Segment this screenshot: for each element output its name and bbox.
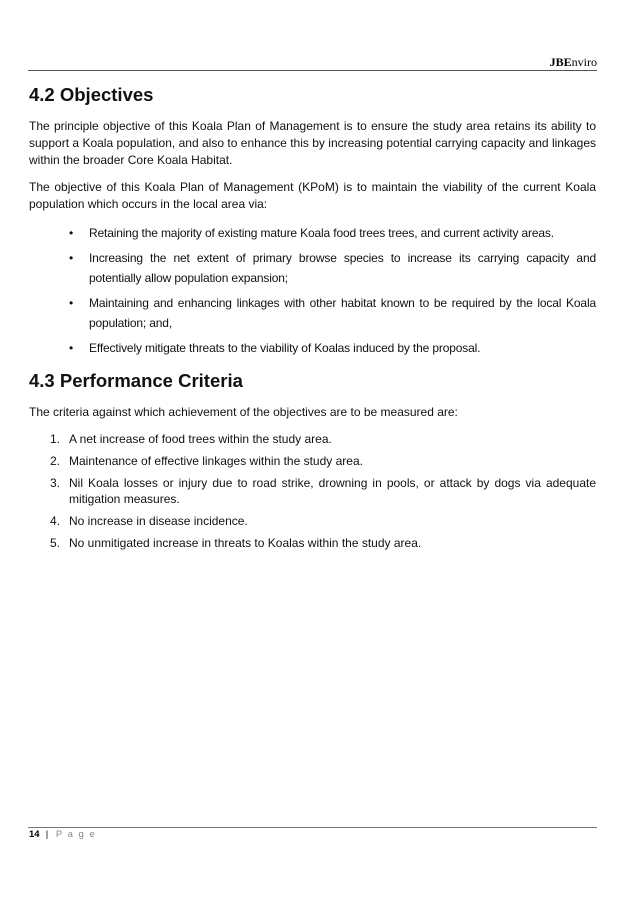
criteria-number: 5. — [50, 536, 61, 550]
bullet-text: Effectively mitigate threats to the viability of Koalas induced by the proposal. — [89, 341, 481, 355]
page-content — [29, 84, 596, 557]
header-brand-logo — [550, 55, 597, 70]
criteria-text: A net increase of food trees within the study area. — [69, 432, 332, 446]
bullet-text: Maintaining and enhancing linkages with other habitat known to be required by the local Koala population; and, — [89, 296, 596, 330]
objectives-paragraph-2: The objective of this Koala Plan of Management (KPoM) is to maintain the viability of the current Koala population which occurs in the local area via: — [29, 180, 596, 211]
bullet-icon: • — [69, 296, 74, 310]
brand-bold: JBE — [549, 55, 572, 69]
bullet-icon: • — [69, 341, 74, 355]
bullet-item — [69, 293, 596, 333]
criteria-text: No increase in disease incidence. — [69, 514, 248, 528]
objectives-heading: 4.2 Objectives — [29, 84, 154, 105]
page-footer — [29, 829, 96, 840]
bullet-item — [69, 248, 596, 288]
performance-criteria-heading: 4.3 Performance Criteria — [29, 370, 243, 391]
criteria-item — [50, 535, 596, 551]
page-label: P a g e — [55, 829, 97, 840]
criteria-list — [29, 431, 596, 551]
criteria-number: 4. — [50, 514, 61, 528]
criteria-text: Nil Koala losses or injury due to road strike, drowning in pools, or attack by dogs via adequate mitigation measures. — [69, 476, 596, 506]
bullet-text: Retaining the majority of existing mature Koala food trees trees, and current activity areas. — [89, 226, 554, 240]
objectives-paragraph-1: The principle objective of this Koala Plan of Management is to ensure the study area retains its ability to support a Koala population, and also to enhance this by increasing potential carrying capacity and linkages within the broader Core Koala Habitat. — [29, 119, 596, 167]
criteria-number: 2. — [50, 454, 61, 468]
bullet-item — [69, 223, 596, 243]
bullet-text: Increasing the net extent of primary browse species to increase its carrying capacity and potentially allow population expansion; — [89, 251, 596, 285]
header-divider — [28, 70, 597, 71]
criteria-number: 3. — [50, 476, 61, 490]
objectives-bullet-list — [29, 223, 596, 358]
criteria-number: 1. — [50, 432, 61, 446]
criteria-item — [50, 475, 596, 507]
footer-separator: | — [45, 829, 50, 840]
footer-divider — [28, 827, 597, 828]
bullet-icon: • — [69, 226, 74, 240]
bullet-icon: • — [69, 251, 74, 265]
criteria-item — [50, 453, 596, 469]
page-number: 14 — [29, 829, 40, 840]
bullet-item — [69, 338, 596, 358]
criteria-text: No unmitigated increase in threats to Koalas within the study area. — [69, 536, 422, 550]
criteria-item — [50, 431, 596, 447]
criteria-intro: The criteria against which achievement of the objectives are to be measured are: — [29, 405, 458, 419]
criteria-text: Maintenance of effective linkages within the study area. — [69, 454, 363, 468]
brand-rest: nviro — [571, 55, 597, 69]
criteria-item — [50, 513, 596, 529]
